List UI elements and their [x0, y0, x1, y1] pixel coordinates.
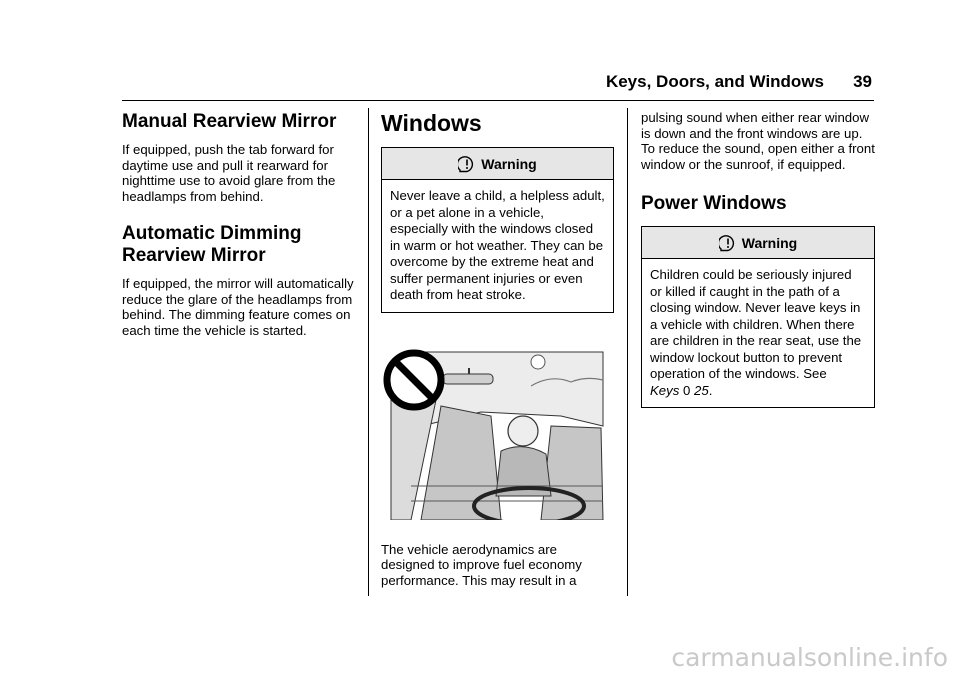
heading-manual-mirror: Manual Rearview Mirror — [122, 111, 337, 132]
heading-windows: Windows — [381, 110, 482, 136]
warning-box-power-windows — [641, 226, 875, 408]
heading-auto-mirror-line2: Rearview Mirror — [122, 245, 266, 266]
column-left — [122, 108, 354, 338]
warning-icon — [458, 155, 476, 173]
column-right — [641, 108, 875, 408]
keys-reference-link[interactable]: Keys — [650, 382, 680, 398]
warning-text: Never leave a child, a helpless adult, or a pet alone in a vehicle, especially with the windows closed in warm or hot weather. They can be overcome by the extreme heat and suffer permanent injuries or even death from heat stroke. — [390, 188, 605, 302]
warning-header — [642, 227, 874, 259]
aerodynamics-text: The vehicle aerodynamics are designed to improve fuel economy performance. This may result in a — [381, 541, 582, 588]
manual-mirror-text: If equipped, push the tab forward for daytime use and pull it rearward for nighttime use to avoid glare from the headlamps from behind. — [122, 142, 336, 204]
warning-header — [382, 148, 613, 180]
watermark: carmanualsonline.info — [671, 643, 948, 672]
page-header — [122, 72, 874, 101]
column-divider-2 — [627, 108, 628, 596]
column-divider-1 — [368, 108, 369, 596]
column-middle — [381, 108, 614, 588]
keys-reference-page[interactable]: 25 — [694, 382, 709, 398]
child-in-car-illustration — [381, 346, 614, 520]
warning-label: Warning — [741, 234, 798, 251]
warning-box-windows — [381, 147, 614, 313]
page-reference-symbol: 0 — [683, 382, 691, 398]
page-number: 39 — [853, 72, 872, 91]
section-title: Keys, Doors, and Windows — [605, 72, 824, 91]
auto-mirror-text: If equipped, the mirror will automatically reduce the glare of the headlamps from behind. The dimming feature comes on each time the vehicle is started. — [122, 276, 354, 338]
pulsing-sound-text: pulsing sound when either rear window is down and the front windows are up. To reduce the sound, open either a front window or the sunroof, if equipped. — [641, 110, 875, 172]
warning-text — [642, 259, 874, 407]
heading-auto-mirror-line1: Automatic Dimming — [122, 223, 302, 244]
warning-label: Warning — [481, 155, 537, 172]
warning-body: Children could be seriously injured or killed if caught in the path of a closing window. Never leave keys in a vehicle with children. When there are children in the rear seat, use the window lockout button to prevent operation of the windows. See — [650, 267, 862, 381]
reference-period: . — [708, 382, 713, 398]
warning-icon — [719, 234, 737, 252]
heading-power-windows: Power Windows — [641, 193, 787, 214]
